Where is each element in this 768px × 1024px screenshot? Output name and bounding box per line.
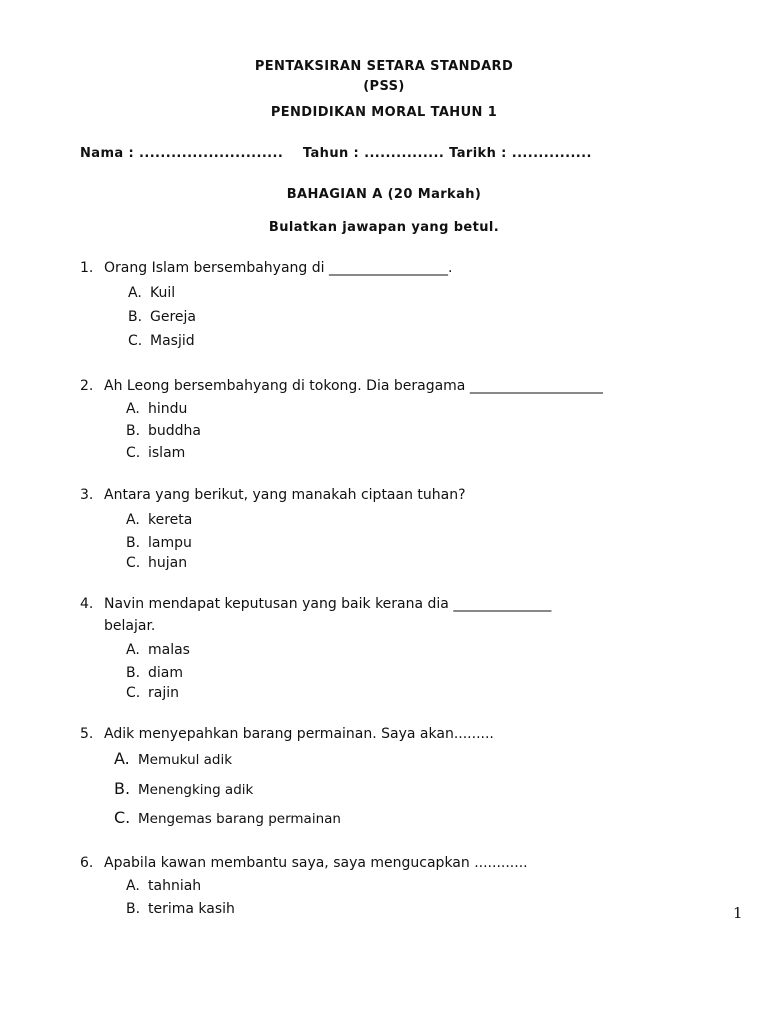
question-number: 3. xyxy=(80,487,94,503)
question-text: Apabila kawan membantu saya, saya mengucapkan ............ xyxy=(104,855,528,871)
page-number: 1 xyxy=(733,904,743,922)
option-6a: A. tahniah xyxy=(126,878,202,894)
tarikh-label: Tarikh : xyxy=(449,146,507,161)
question-text: Adik menyepahkan barang permainan. Saya akan......... xyxy=(104,726,494,742)
question-3 xyxy=(80,487,466,503)
question-6 xyxy=(80,855,528,871)
option-4c: C. rajin xyxy=(126,685,179,701)
question-4-continuation: belajar. xyxy=(104,618,156,634)
section-instruction: Bulatkan jawapan yang betul. xyxy=(268,220,500,235)
page-title: PENTAKSIRAN SETARA STANDARD xyxy=(254,59,514,74)
section-title: BAHAGIAN A (20 Markah) xyxy=(286,187,482,202)
option-1c: C. Masjid xyxy=(128,333,195,349)
question-text: Orang Islam bersembahyang di _________________. xyxy=(104,260,453,276)
tahun-blank: ............... xyxy=(364,146,445,161)
question-1 xyxy=(80,260,452,276)
option-2a: A. hindu xyxy=(126,401,188,417)
option-2c: C. islam xyxy=(126,445,186,461)
question-2 xyxy=(80,378,603,394)
option-4b: B. diam xyxy=(126,665,183,681)
question-5 xyxy=(80,726,494,742)
option-2b: B. buddha xyxy=(126,423,201,439)
option-4a: A. malas xyxy=(126,642,190,658)
tarikh-blank: ............... xyxy=(511,146,592,161)
question-number: 2. xyxy=(80,378,94,394)
question-number: 5. xyxy=(80,726,94,742)
question-number: 4. xyxy=(80,596,94,612)
option-3c: C. hujan xyxy=(126,555,188,571)
question-number: 6. xyxy=(80,855,94,871)
question-text: Ah Leong bersembahyang di tokong. Dia beragama ___________________ xyxy=(104,378,603,394)
option-6b: B. terima kasih xyxy=(126,901,235,917)
question-text: Antara yang berikut, yang manakah ciptaan tuhan? xyxy=(104,487,466,503)
option-5b: B. Menengking adik xyxy=(114,779,254,798)
question-number: 1. xyxy=(80,260,94,276)
question-4 xyxy=(80,596,551,612)
page-subtitle: (PSS) xyxy=(363,79,405,94)
nama-blank: ........................... xyxy=(139,146,284,161)
option-3a: A. kereta xyxy=(126,512,193,528)
option-1b: B. Gereja xyxy=(128,309,196,325)
tahun-label: Tahun : xyxy=(302,146,360,161)
option-1a: A. Kuil xyxy=(128,285,176,301)
subject-title: PENDIDIKAN MORAL TAHUN 1 xyxy=(270,105,498,120)
option-3b: B. lampu xyxy=(126,535,192,551)
option-5a: A. Memukul adik xyxy=(114,749,233,768)
question-text: Navin mendapat keputusan yang baik kerana dia ______________ xyxy=(104,596,552,612)
info-line xyxy=(80,146,592,161)
option-5c: C. Mengemas barang permainan xyxy=(114,808,341,827)
nama-label: Nama : xyxy=(80,146,135,161)
